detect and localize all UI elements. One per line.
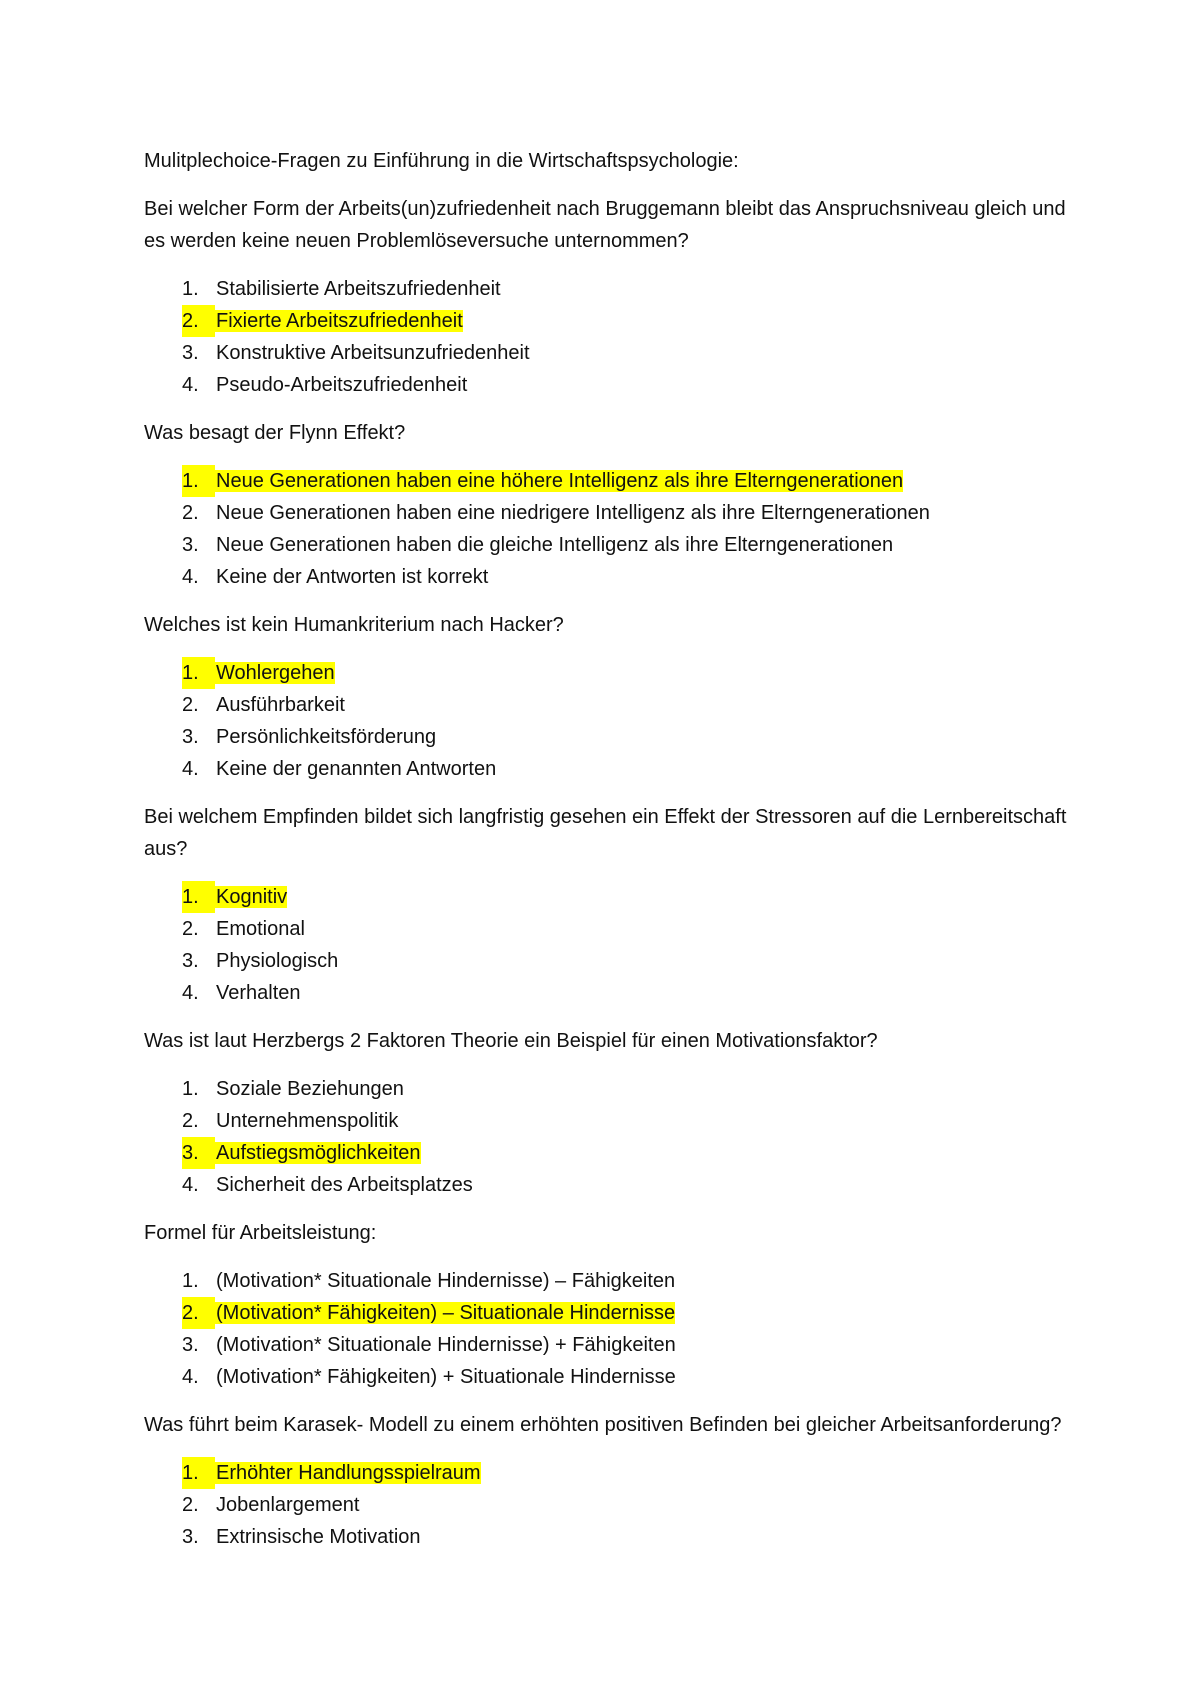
answer-item xyxy=(144,497,1084,529)
answer-item-correct xyxy=(144,1297,1084,1329)
answer-text: (Motivation* Fähigkeiten) – Situationale Hindernisse xyxy=(210,1302,675,1324)
answer-list xyxy=(144,1073,1084,1201)
answer-text: (Motivation* Situationale Hindernisse) + Fähigkeiten xyxy=(216,1334,676,1356)
question-block xyxy=(144,417,1084,593)
answer-item-correct xyxy=(144,881,1084,913)
answer-number: 2. xyxy=(182,694,199,716)
answer-number: 2. xyxy=(182,918,199,940)
answer-list xyxy=(144,1457,1084,1553)
answer-text: Erhöhter Handlungsspielraum xyxy=(210,1462,481,1484)
answer-number: 2. xyxy=(182,1110,199,1132)
question-text: Bei welcher Form der Arbeits(un)zufriedenheit nach Bruggemann bleibt das Anspruchsniveau gleich und es werden keine neuen Problemlöseversuche unternommen? xyxy=(144,198,1066,252)
question-block xyxy=(144,1217,1084,1393)
answer-number: 4. xyxy=(182,982,199,1004)
answer-number: 3. xyxy=(182,1526,199,1548)
answer-item xyxy=(144,977,1084,1009)
answer-number: 1. xyxy=(182,1270,199,1292)
answer-text: Fixierte Arbeitszufriedenheit xyxy=(210,310,463,332)
answer-text: Extrinsische Motivation xyxy=(216,1526,421,1548)
answer-list xyxy=(144,881,1084,1009)
answer-number: 1. xyxy=(182,1457,215,1489)
answer-text: Soziale Beziehungen xyxy=(216,1078,404,1100)
answer-text: Kognitiv xyxy=(210,886,287,908)
answer-item xyxy=(144,337,1084,369)
document-title: Mulitplechoice-Fragen zu Einführung in die Wirtschaftspsychologie: xyxy=(144,150,739,172)
answer-text: Aufstiegsmöglichkeiten xyxy=(210,1142,421,1164)
answer-text: Konstruktive Arbeitsunzufriedenheit xyxy=(216,342,530,364)
answer-text: Wohlergehen xyxy=(210,662,335,684)
answer-item xyxy=(144,721,1084,753)
answer-number: 3. xyxy=(182,534,199,556)
answer-item-correct xyxy=(144,305,1084,337)
document-page xyxy=(144,145,1084,1569)
answer-number: 2. xyxy=(182,1297,215,1329)
answer-number: 2. xyxy=(182,1494,199,1516)
answer-item xyxy=(144,529,1084,561)
answer-item xyxy=(144,369,1084,401)
answer-item xyxy=(144,945,1084,977)
answer-text: Neue Generationen haben eine niedrigere Intelligenz als ihre Elterngenerationen xyxy=(216,502,930,524)
answer-number: 3. xyxy=(182,950,199,972)
answer-item-correct xyxy=(144,657,1084,689)
question-text: Bei welchem Empfinden bildet sich langfristig gesehen ein Effekt der Stressoren auf die Lernbereitschaft aus? xyxy=(144,806,1067,860)
answer-number: 4. xyxy=(182,758,199,780)
answer-item xyxy=(144,1329,1084,1361)
answer-item xyxy=(144,913,1084,945)
answer-number: 1. xyxy=(182,1078,199,1100)
answer-item xyxy=(144,1361,1084,1393)
answer-text: (Motivation* Situationale Hindernisse) – Fähigkeiten xyxy=(216,1270,676,1292)
answer-item xyxy=(144,1169,1084,1201)
answer-number: 2. xyxy=(182,502,199,524)
answer-number: 1. xyxy=(182,657,215,689)
answer-item-correct xyxy=(144,1137,1084,1169)
answer-number: 4. xyxy=(182,1366,199,1388)
answer-list xyxy=(144,1265,1084,1393)
answer-item xyxy=(144,689,1084,721)
answer-item-correct xyxy=(144,1457,1084,1489)
answer-text: Physiologisch xyxy=(216,950,339,972)
answer-text: (Motivation* Fähigkeiten) + Situationale Hindernisse xyxy=(216,1366,676,1388)
answer-item xyxy=(144,753,1084,785)
answer-text: Verhalten xyxy=(216,982,301,1004)
answer-number: 1. xyxy=(182,278,199,300)
answer-text: Sicherheit des Arbeitsplatzes xyxy=(216,1174,473,1196)
answer-item xyxy=(144,1489,1084,1521)
answer-text: Jobenlargement xyxy=(216,1494,360,1516)
question-text: Was besagt der Flynn Effekt? xyxy=(144,422,406,444)
answer-number: 1. xyxy=(182,465,215,497)
answer-list xyxy=(144,273,1084,401)
answer-item xyxy=(144,273,1084,305)
answer-item xyxy=(144,1265,1084,1297)
question-block xyxy=(144,1409,1084,1553)
question-text: Was ist laut Herzbergs 2 Faktoren Theorie ein Beispiel für einen Motivationsfaktor? xyxy=(144,1030,878,1052)
answer-text: Unternehmenspolitik xyxy=(216,1110,399,1132)
question-block xyxy=(144,609,1084,785)
answer-text: Stabilisierte Arbeitszufriedenheit xyxy=(216,278,501,300)
answer-text: Keine der Antworten ist korrekt xyxy=(216,566,489,588)
answer-number: 1. xyxy=(182,881,215,913)
answer-number: 4. xyxy=(182,1174,199,1196)
answer-item xyxy=(144,1521,1084,1553)
answer-text: Neue Generationen haben eine höhere Intelligenz als ihre Elterngenerationen xyxy=(210,470,903,492)
question-block xyxy=(144,193,1084,401)
answer-text: Keine der genannten Antworten xyxy=(216,758,497,780)
answer-number: 3. xyxy=(182,726,199,748)
answer-item xyxy=(144,1105,1084,1137)
answer-number: 3. xyxy=(182,342,199,364)
answer-number: 3. xyxy=(182,1334,199,1356)
question-text: Was führt beim Karasek- Modell zu einem erhöhten positiven Befinden bei gleicher Arbeitsanforderung? xyxy=(144,1414,1062,1436)
answer-number: 4. xyxy=(182,374,199,396)
answer-item xyxy=(144,561,1084,593)
answer-text: Ausführbarkeit xyxy=(216,694,345,716)
question-text: Formel für Arbeitsleistung: xyxy=(144,1222,377,1244)
answer-list xyxy=(144,657,1084,785)
answer-list xyxy=(144,465,1084,593)
answer-item-correct xyxy=(144,465,1084,497)
answer-number: 2. xyxy=(182,305,215,337)
answer-number: 3. xyxy=(182,1137,215,1169)
answer-text: Neue Generationen haben die gleiche Intelligenz als ihre Elterngenerationen xyxy=(216,534,894,556)
answer-text: Pseudo-Arbeitszufriedenheit xyxy=(216,374,468,396)
question-text: Welches ist kein Humankriterium nach Hacker? xyxy=(144,614,564,636)
answer-item xyxy=(144,1073,1084,1105)
answer-text: Emotional xyxy=(216,918,305,940)
question-block xyxy=(144,801,1084,1009)
answer-text: Persönlichkeitsförderung xyxy=(216,726,437,748)
question-block xyxy=(144,1025,1084,1201)
answer-number: 4. xyxy=(182,566,199,588)
